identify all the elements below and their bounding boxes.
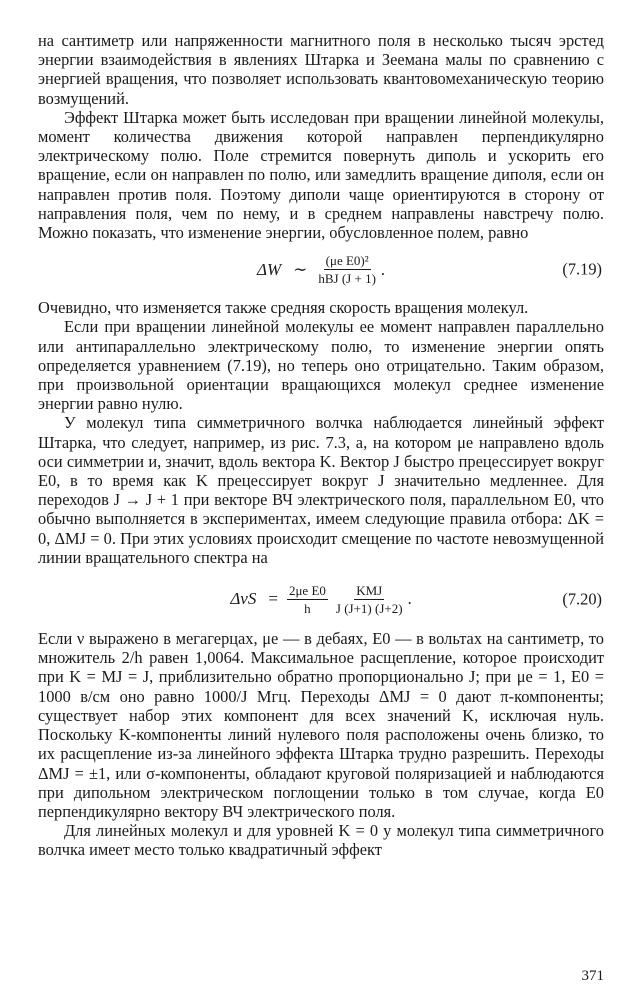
eq719-relation: ∼ <box>293 259 308 279</box>
eq720-fraction-2 <box>334 583 405 616</box>
page-number: 371 <box>581 968 604 984</box>
paragraph-4: Если при вращении линейной молекулы ее момент направлен параллельно или антипараллельно электрическому полю, то изменение энергии опять определяется уравнением (7.19), но теперь оно отрицательно. Таким образом, при произвольной ориентации вращающихся молекул среднее изменение энергии равно нулю. <box>38 317 604 414</box>
eq720-denominator-2: J (J+1) (J+2) <box>335 600 403 616</box>
eq720-denominator-1: h <box>304 600 311 616</box>
eq720-relation: = <box>268 589 278 609</box>
eq719-tail: . <box>380 259 386 279</box>
eq720-fraction-1 <box>287 583 328 616</box>
eq719-denominator: hBJ (J + 1) <box>318 270 376 286</box>
eq720-tail: . <box>407 589 412 609</box>
paragraph-6: Если ν выражено в мегагерцах, μe — в дебаях, E0 — в вольтах на сантиметр, то множитель 2/h равен 1,0064. Максимальное расщепление, которое происходит при K = MJ = J, приблизительно обратно пропорционально J; при μe = 1, E0 = 1000 в/см оно равно 1000/J Мгц. Переходы ΔMJ = 0 дают π-компоненты; существует набор этих компонент для всех значений K, исключая нуль. Поскольку K-компоненты линий нулевого поля расположены очень близко, то их расщепление из-за линейного эффекта Штарка трудно разрешить. Переходы ΔMJ = ±1, или σ-компоненты, обладают круговой поляризацией и наблюдаются при дипольном электрическом поглощении только в том случае, когда E0 перпендикулярно вектору ВЧ электрического поля. <box>38 629 604 821</box>
eq720-numerator-2: KMJ <box>356 582 383 598</box>
eq720-lhs: ΔνS <box>230 589 257 609</box>
eq719-label: (7.19) <box>562 259 602 279</box>
paragraph-3: Очевидно, что изменяется также средняя скорость вращения молекул. <box>38 298 529 318</box>
eq719-fraction <box>316 253 378 286</box>
eq720-label: (7.20) <box>562 589 602 609</box>
paragraph-2: Эффект Штарка может быть исследован при вращении линейной молекулы, момент количества движения которой направлен перпендикулярно электрическому полю. Поле стремится повернуть диполь и ускорить его вращение, если он направлен по полю, или замедлить вращение диполя, если он направлен против поля. Поэтому диполи чаще ориентируются в сторону от направления поля, чем по нему, и в среднем направлены навстречу полю. Можно показать, что изменение энергии, обусловленное полем, равно <box>38 107 604 243</box>
paragraph-7: Для линейных молекул и для уровней K = 0 у молекул типа симметричного волчка имеет место только квадратичный эффект <box>38 821 604 860</box>
eq720-numerator-1: 2μe E0 <box>288 582 326 598</box>
paragraph-1: на сантиметр или напряженности магнитного поля в несколько тысяч эрстед энергии взаимодействия в явлениях Штарка и Зеемана малы по сравнению с энергией вращения, что позволяет использовать квантовомеханическую теорию возмущений. <box>38 31 604 108</box>
eq719-numerator: (μe E0)² <box>325 252 369 268</box>
equation-7-19 <box>38 248 604 290</box>
eq719-lhs: ΔW <box>256 259 282 279</box>
paragraph-5: У молекул типа симметричного волчка наблюдается линейный эффект Штарка, что следует, например, из рис. 7.3, а, на котором μe направлено вдоль оси симметрии и, значит, вдоль вектора K. Вектор J быстро прецессирует вокруг E0, в то время как K прецессирует вокруг J значительно медленнее. Для переходов J → J + 1 при векторе ВЧ электрического поля, параллельном E0, что обычно выполняется в экспериментах, имеем следующие правила отбора: ΔK = 0, ΔMJ = 0. При этих условиях происходит смещение по частоте невозмущенной линии вращательного спектра на <box>38 413 604 567</box>
page-text <box>38 31 604 860</box>
equation-7-20 <box>38 575 604 623</box>
